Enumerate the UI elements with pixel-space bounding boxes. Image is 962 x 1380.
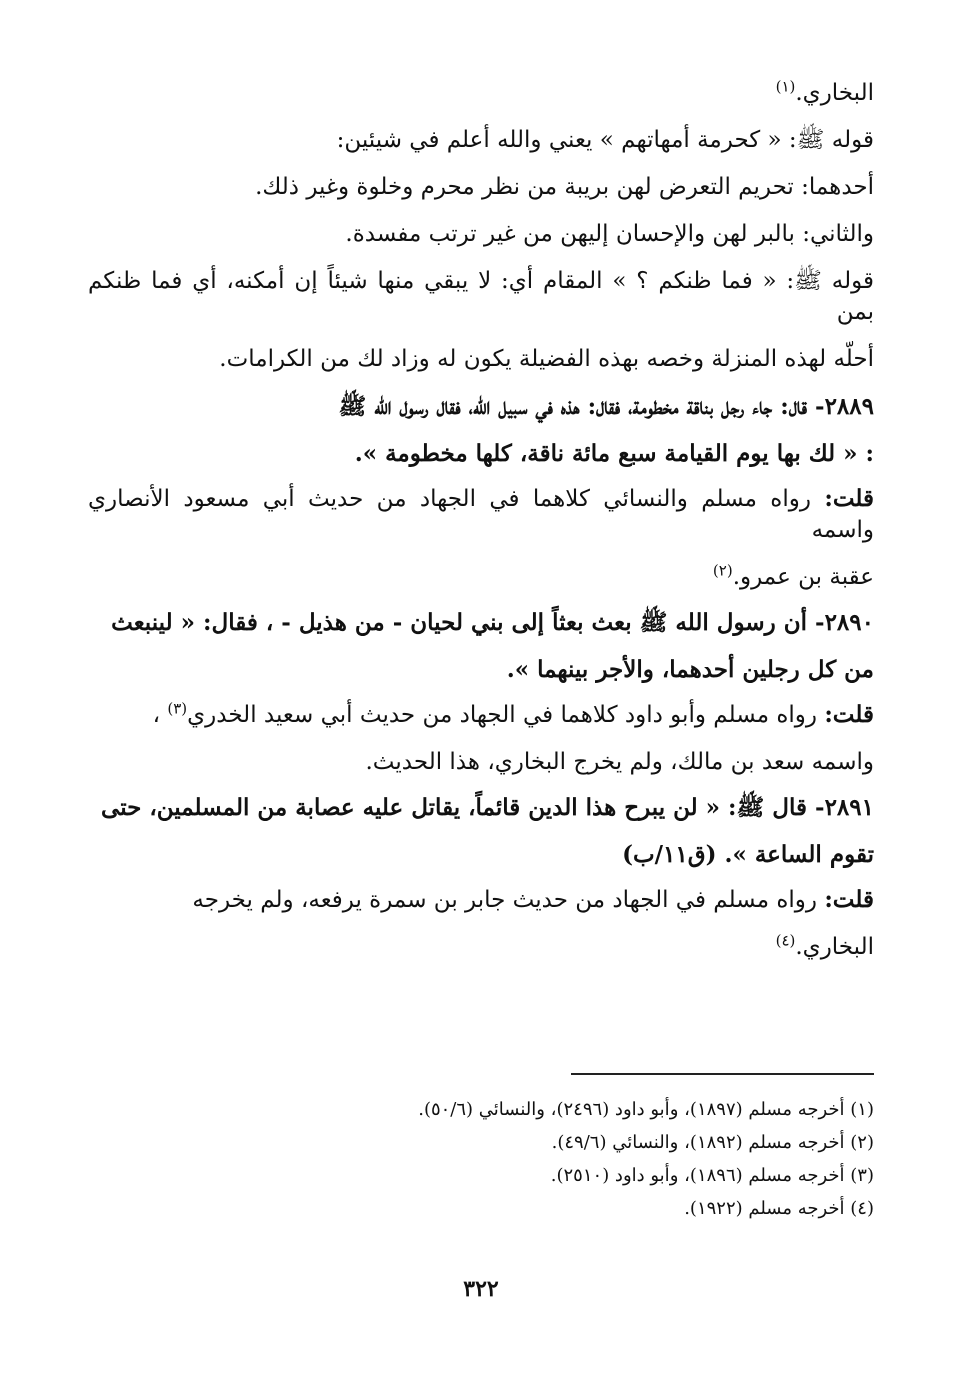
hadith-line: ٢٨٩١- قال ﷺ: « لن يبرح هذا الدين قائماً، يقاتل عليه عصابة من المسلمين، حتى bbox=[101, 794, 874, 821]
hadith-line: : « لك بها يوم القيامة سبع مائة ناقة، كلها مخطومة ». bbox=[354, 440, 874, 467]
commentary-text: رواه مسلم والنسائي كلاهما في الجهاد من حديث أبي مسعود الأنصاري واسمه bbox=[88, 486, 874, 543]
footnote-ref: (٤) bbox=[775, 931, 796, 950]
body-line: أحدهما: تحريم التعرض لهن بريبة من نظر محرم وخلوة وغير ذلك. bbox=[255, 174, 874, 200]
body-line: قوله ﷺ: « كحرمة أمهاتهم » يعني والله أعلم في شيئين: bbox=[336, 127, 874, 153]
page-number: ٣٢٢ bbox=[463, 1276, 499, 1302]
hadith-line: ٢٨٨٩- قال: جاء رجل بناقة مخطومة، فقال: هذه في سبيل الله، فقال رسول الله ﷺ bbox=[338, 393, 874, 420]
body-line: والثاني: بالبر لهن والإحسان إليهن من غير ترتب مفسدة. bbox=[345, 221, 874, 247]
commentary-line bbox=[88, 562, 874, 593]
commentary-line bbox=[88, 884, 874, 916]
commentary-line: واسمه سعد بن مالك، ولم يخرج البخاري، هذا الحديث. bbox=[365, 749, 874, 775]
hadith-2889 bbox=[88, 391, 874, 469]
hadith-line: ٢٨٩٠- أن رسول الله ﷺ بعث بعثاً إلى بني لحيان - من هذيل - ، فقال: « لينبعث bbox=[111, 609, 874, 636]
footnote-divider bbox=[571, 1073, 874, 1075]
commentary-text: البخاري. bbox=[795, 934, 874, 960]
footnote-ref: (٢) bbox=[712, 561, 733, 580]
qult-label: قلت: bbox=[824, 485, 875, 512]
footnote-ref: (١) bbox=[775, 77, 796, 96]
footnotes bbox=[88, 1098, 874, 1230]
hadith-2891 bbox=[88, 792, 874, 870]
body-text: البخاري. bbox=[795, 80, 874, 106]
commentary-2891 bbox=[88, 884, 874, 963]
footnote-item: (٣) أخرجه مسلم (١٨٩٦)، وأبو داود (٢٥١٠). bbox=[550, 1165, 874, 1186]
body-line: أحلّه لهذه المنزلة وخصه بهذه الفضيلة يكون له وزاد لك من الكرامات. bbox=[219, 346, 874, 372]
qult-label: قلت: bbox=[824, 701, 874, 728]
commentary-text: ، bbox=[152, 702, 161, 728]
hadith-line: تقوم الساعة ». (ق١١/ب) bbox=[622, 841, 874, 868]
footnote-item: (١) أخرجه مسلم (١٨٩٧)، وأبو داود (٢٤٩٦)، والنسائي (٥٠/٦). bbox=[418, 1099, 874, 1120]
commentary-text: رواه مسلم وأبو داود كلاهما في الجهاد من حديث أبي سعيد الخدري bbox=[187, 702, 817, 728]
commentary-2889 bbox=[88, 483, 874, 593]
footnote-item: (٤) أخرجه مسلم (١٩٢٢). bbox=[684, 1198, 874, 1219]
hadith-line: من كل رجلين أحدهما، والأجر بينهما ». bbox=[506, 656, 874, 683]
qult-label: قلت: bbox=[824, 886, 874, 913]
commentary-line bbox=[88, 932, 874, 963]
commentary-line bbox=[88, 699, 874, 731]
commentary-line bbox=[88, 483, 874, 546]
commentary-text: رواه مسلم في الجهاد من حديث جابر بن سمرة يرفعه، ولم يخرجه bbox=[192, 887, 817, 913]
hadith-2890 bbox=[88, 607, 874, 685]
body-line: قوله ﷺ: « فما ظنكم ؟ » المقام أي: لا يبقي منها شيئاً إن أمكنه، أي فما ظنكم بمن bbox=[88, 268, 874, 325]
body-line bbox=[88, 78, 874, 109]
commentary-2890 bbox=[88, 699, 874, 778]
page-body bbox=[88, 78, 874, 977]
footnote-item: (٢) أخرجه مسلم (١٨٩٢)، والنسائي (٤٩/٦). bbox=[551, 1132, 874, 1153]
commentary-text: عقبة بن عمرو. bbox=[732, 564, 874, 590]
footnote-ref: (٣) bbox=[167, 699, 188, 718]
